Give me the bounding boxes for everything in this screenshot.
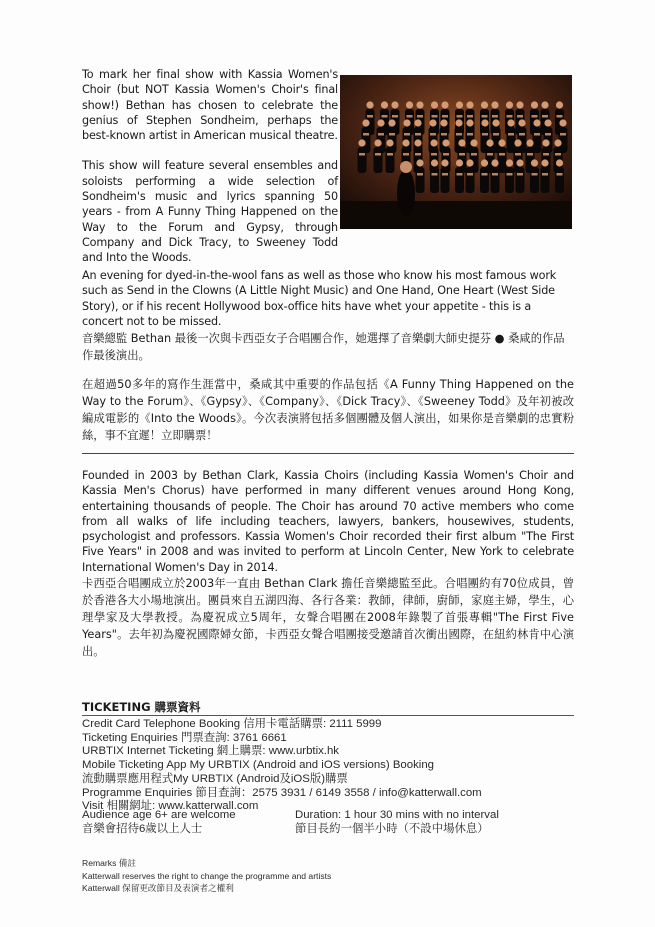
choir-photo-image — [340, 75, 572, 229]
evening-text: An evening for dyed-in-the-wool fans as well as those who know his most famous work such as Send in the Clowns (A Little Night Music) and One Hand, One Heart (West Side Story), or if his recent Hollywood box-office hits have whet your appetite - this is a concert not to be missed. — [82, 269, 557, 328]
evening-paragraph — [82, 268, 574, 329]
zh-about — [82, 575, 574, 660]
choir-photo — [340, 75, 572, 229]
remarks-zh: Katterwall 保留更改節目及表演者之權利 — [82, 883, 234, 894]
about-text: Founded in 2003 by Bethan Clark, Kassia Choirs (including Kassia Women's Choir and Kassia Men's Chorus) have performed in many different venues around Hong Kong, entertaining thousands of people. The Choir has around 70 active members who come from all walks of life including teachers, lawyers, bankers, housewives, students, psychologist and professors. Kassia Women's Choir recorded their first album "The First Five Years" in 2008 and was invited to perform at Lincoln Center, New York to celebrate International Women's Day in 2014. — [82, 469, 574, 574]
remarks-block — [82, 857, 574, 895]
section-divider — [82, 453, 574, 454]
duration-zh: 節目長約一個半小時（不設中場休息） — [295, 823, 489, 835]
ticketing-heading: TICKETING 購票資料 — [82, 700, 201, 714]
zh-intro-1-text: 音樂總監 Bethan 最後一次與卡西亞女子合唱團合作，她選擇了音樂劇大師史提芬 ● 桑咸的作品作最後演出。 — [82, 332, 565, 362]
audience-en: Audience age 6+ are welcome — [82, 809, 236, 821]
ticketing-divider — [82, 715, 574, 716]
zh-intro-1 — [82, 330, 574, 364]
zh-intro-2 — [82, 376, 574, 444]
zh-intro-2-text: 在超過50多年的寫作生涯當中，桑咸其中重要的作品包括《A Funny Thing Happened on the Way to the Forum》、《Gypsy》、《Company》、《Dick Tracy》、《Sweeney Todd》及年初被改編成電影的《Into the Woods》。今次表演將包括多個團體及個人演出，如果你是音樂劇的忠實粉絲，事不宜遲！立即購票！ — [82, 378, 574, 442]
remarks-title: Remarks 備註 — [82, 858, 136, 868]
ticketing-list — [82, 718, 582, 814]
intro-paragraph-1: To mark her final show with Kassia Women's Choir (but NOT Kassia Women's Choir's final show!) Bethan has chosen to celebrate the genius of Stephen Sondheim, perhaps the best-known artist in American musical theatre. — [82, 68, 338, 143]
about-paragraph — [82, 468, 574, 575]
duration-info — [295, 808, 499, 836]
remarks-en: Katterwall reserves the right to change the programme and artists — [82, 870, 332, 881]
ticketing-line: Visit 相關網址: www.katterwall.com — [82, 800, 259, 813]
ticketing-line: Ticketing Enquiries 門票查詢: 3761 6661 — [82, 731, 287, 744]
zh-about-text: 卡西亞合唱團成立於2003年一直由 Bethan Clark 擔任音樂總監至此。合唱團約有70位成員，曾於香港各大小場地演出。團員來自五湖四海、各行各業：教師，律師，廚師，家庭主婦，學生，心理學家及大學教授。為慶祝成立5周年，女聲合唱團在2008年錄製了首張專輯"The First Five Years"。去年初為慶祝國際婦女節，卡西亞女聲合唱團接受邀請首次衝出國際，在紐約林肯中心演出。 — [82, 577, 574, 658]
duration-en: Duration: 1 hour 30 mins with no interval — [295, 809, 499, 821]
ticketing-line: Credit Card Telephone Booking 信用卡電話購票: 2111 5999 — [82, 718, 382, 730]
intro-column — [82, 67, 338, 281]
audience-zh: 音樂會招待6歲以上人士 — [82, 823, 203, 835]
ticketing-line: URBTIX Internet Ticketing 網上購票: www.urbtix.hk — [82, 745, 339, 758]
ticketing-line: 流動購票應用程式My URBTIX (Android及iOS版)購票 — [82, 772, 348, 785]
ticketing-line: Programme Enquiries 節目查詢：2575 3931 / 6149 3558 / info@katterwall.com — [82, 786, 482, 799]
intro-paragraph-2: This show will feature several ensembles and soloists performing a wide selection of Sondheim's music and lyrics spanning 50 years - from A Funny Thing Happened on the Way to the Forum and Gypsy, through Company and Dick Tracy, to Sweeney Todd and Into the Woods. — [82, 159, 338, 265]
audience-info — [82, 808, 236, 836]
ticketing-line: Mobile Ticketing App My URBTIX (Android and iOS versions) Booking — [82, 759, 434, 772]
